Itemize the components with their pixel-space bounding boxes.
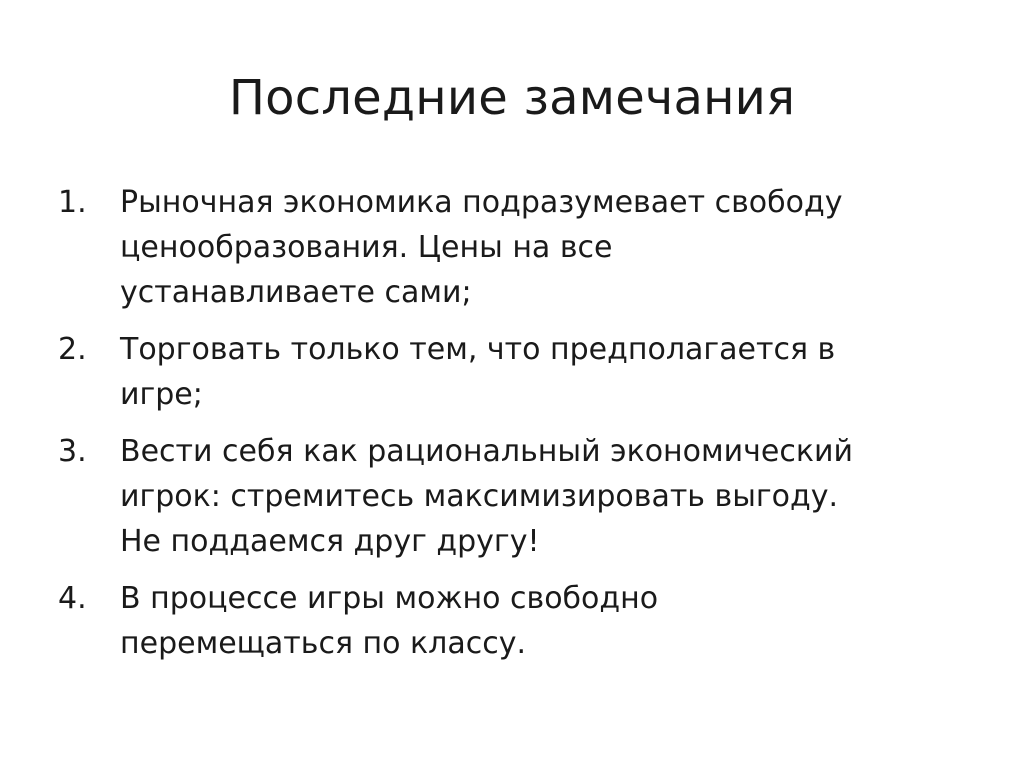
list-item-text: Рыночная экономика подразумевает свободу ценообразования. Цены на все устанавливаете сами;: [120, 185, 843, 310]
list-item: [58, 429, 988, 564]
list-item: [58, 576, 988, 666]
list-item-number: 1.: [58, 185, 87, 220]
list-item-text: Торговать только тем, что предполагается в игре;: [120, 332, 836, 412]
list-item: [58, 180, 988, 315]
list-item-text: Вести себя как рациональный экономический игрок: стремитесь максимизировать выгоду. Не поддаемся друг другу!: [120, 434, 853, 559]
remarks-list: [58, 180, 988, 678]
slide-title: Последние замечания: [228, 70, 796, 126]
list-item-number: 3.: [58, 434, 87, 469]
list-item-text: В процессе игры можно свободно перемещаться по классу.: [120, 581, 659, 661]
list-item-number: 2.: [58, 332, 87, 367]
list-item-number: 4.: [58, 581, 87, 616]
list-item: [58, 327, 988, 417]
